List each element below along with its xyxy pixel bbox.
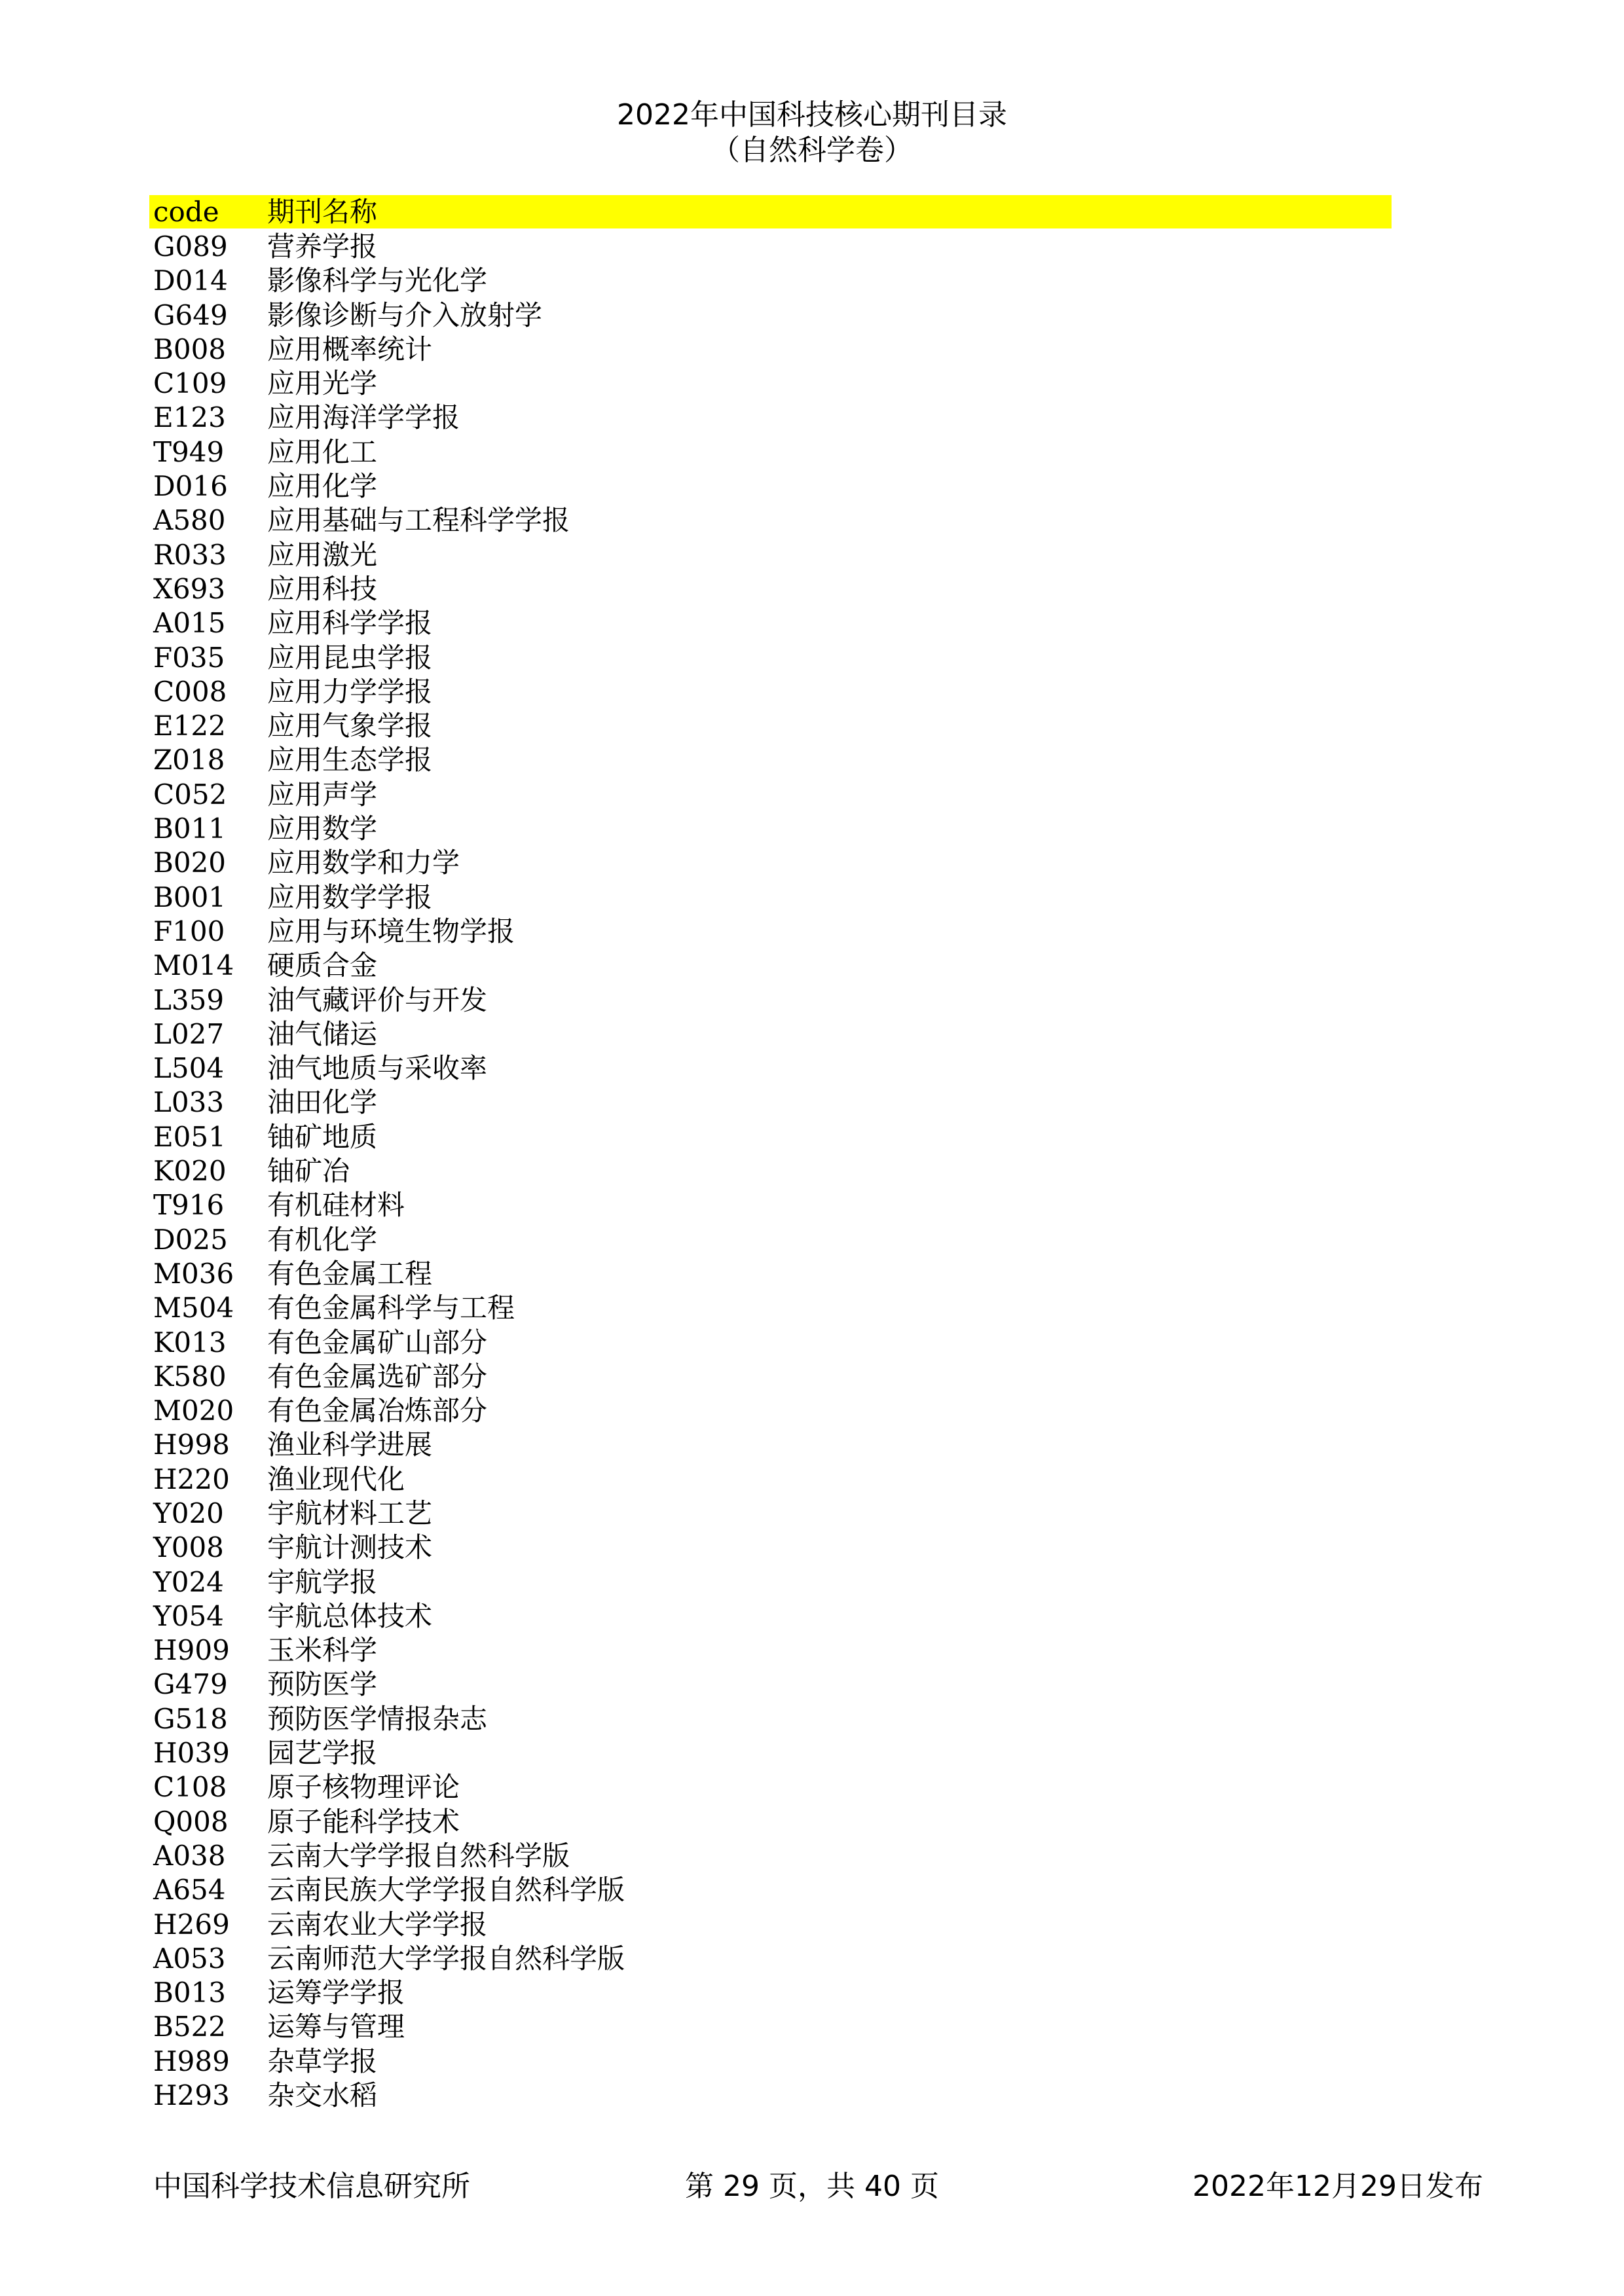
journal-code: M504 [153, 1292, 234, 1324]
journal-name: 应用化工 [267, 435, 378, 468]
table-row [149, 1017, 1392, 1051]
table-row [149, 983, 1392, 1017]
journal-name: 应用声学 [267, 778, 378, 811]
journal-name: 杂草学报 [267, 2045, 378, 2077]
table-row [149, 435, 1392, 469]
journal-name: 运筹学学报 [267, 1977, 405, 2009]
journal-name: 预防医学 [267, 1668, 378, 1701]
journal-name: 应用光学 [267, 367, 378, 400]
header-name: 期刊名称 [267, 196, 378, 228]
journal-code: H989 [153, 2045, 230, 2077]
journal-name: 宇航计测技术 [267, 1531, 433, 1564]
journal-name: 运筹与管理 [267, 2011, 405, 2043]
journal-code: G479 [153, 1668, 228, 1701]
journal-name: 应用与环境生物学报 [267, 915, 515, 947]
journal-code: D014 [153, 264, 228, 297]
journal-name: 原子核物理评论 [267, 1771, 460, 1804]
journal-name: 营养学报 [267, 230, 378, 263]
journal-code: D016 [153, 470, 228, 503]
journal-name: 应用力学学报 [267, 675, 433, 708]
journal-code: M020 [153, 1394, 234, 1427]
table-row [149, 1463, 1392, 1497]
table-row [149, 606, 1392, 640]
footer-date: 2022年12月29日发布 [1192, 2170, 1483, 2203]
table-row [149, 1291, 1392, 1325]
journal-code: H269 [153, 1908, 230, 1941]
journal-code: B008 [153, 333, 227, 365]
journal-code: L027 [153, 1017, 225, 1050]
journal-code: B011 [153, 812, 227, 845]
journal-name: 有色金属冶炼部分 [267, 1394, 488, 1427]
journal-code: A654 [153, 1874, 226, 1906]
journal-code: R033 [153, 538, 227, 571]
journal-name: 油气储运 [267, 1017, 378, 1050]
journal-code: E122 [153, 710, 226, 742]
table-row [149, 1531, 1392, 1565]
table-row [149, 949, 1392, 983]
journal-code: L359 [153, 983, 225, 1016]
journal-name: 铀矿冶 [267, 1155, 350, 1188]
journal-code: E051 [153, 1120, 226, 1153]
table-row [149, 1702, 1392, 1736]
journal-code: H039 [153, 1737, 230, 1770]
table-row [149, 1633, 1392, 1667]
table-row [149, 264, 1392, 298]
journal-name: 有机化学 [267, 1223, 378, 1256]
journal-code: C109 [153, 367, 227, 400]
journal-name: 影像诊断与介入放射学 [267, 299, 543, 331]
table-row [149, 1839, 1392, 1873]
table-row [149, 1497, 1392, 1531]
journal-name: 渔业现代化 [267, 1463, 405, 1495]
table-row [149, 2079, 1392, 2113]
journal-name: 云南农业大学学报 [267, 1908, 488, 1941]
journal-code: A580 [153, 504, 226, 537]
journal-code: L504 [153, 1052, 225, 1085]
journal-name: 云南民族大学学报自然科学版 [267, 1874, 625, 1906]
journal-name: 宇航总体技术 [267, 1599, 433, 1632]
journal-name: 应用激光 [267, 538, 378, 571]
table-row [149, 1394, 1392, 1428]
table-row [149, 333, 1392, 367]
journal-code: D025 [153, 1223, 228, 1256]
table-row [149, 367, 1392, 401]
journal-code: A053 [153, 1942, 226, 1975]
journal-code: M036 [153, 1257, 234, 1290]
journal-name: 云南大学学报自然科学版 [267, 1839, 570, 1872]
journal-code: C052 [153, 778, 227, 811]
table-row [149, 1667, 1392, 1702]
journal-code: B013 [153, 1977, 227, 2009]
table-row [149, 572, 1392, 606]
journal-code: Y020 [153, 1497, 224, 1529]
table-row [149, 1908, 1392, 1942]
document-title: 2022年中国科技核心期刊目录 [617, 98, 1007, 132]
journal-code: F100 [153, 915, 225, 947]
table-row [149, 230, 1392, 264]
table-row [149, 503, 1392, 538]
table-row [149, 1599, 1392, 1633]
journal-name: 油气地质与采收率 [267, 1052, 488, 1085]
journal-code: H998 [153, 1429, 230, 1461]
journal-code: B522 [153, 2011, 227, 2043]
journal-name: 云南师范大学学报自然科学版 [267, 1942, 625, 1975]
journal-code: H220 [153, 1463, 230, 1495]
journal-code: Y054 [153, 1599, 224, 1632]
table-row [149, 1085, 1392, 1120]
table-row [149, 1873, 1392, 1907]
table-row [149, 1565, 1392, 1599]
journal-name: 应用数学和力学 [267, 847, 460, 879]
table-row [149, 675, 1392, 709]
journal-name: 宇航学报 [267, 1565, 378, 1598]
journal-code: C008 [153, 675, 227, 708]
journal-name: 杂交水稻 [267, 2079, 378, 2112]
journal-code: T949 [153, 435, 225, 468]
table-row [149, 846, 1392, 880]
header-code: code [153, 196, 219, 228]
table-row [149, 1257, 1392, 1291]
journal-code: A015 [153, 607, 226, 640]
table-row [149, 469, 1392, 503]
journal-name: 有色金属科学与工程 [267, 1292, 515, 1324]
table-row [149, 1976, 1392, 2010]
journal-code: K580 [153, 1360, 227, 1393]
table-row [149, 1770, 1392, 1804]
table-row [149, 401, 1392, 435]
journal-code: E123 [153, 401, 226, 434]
journal-name: 有色金属工程 [267, 1257, 433, 1290]
table-row [149, 641, 1392, 675]
journal-name: 应用昆虫学报 [267, 641, 433, 674]
journal-name: 铀矿地质 [267, 1120, 378, 1153]
table-row [149, 2010, 1392, 2044]
journal-code: Y024 [153, 1565, 224, 1598]
journal-code: T916 [153, 1189, 225, 1222]
journal-name: 应用数学学报 [267, 881, 433, 913]
footer-publisher: 中国科学技术信息研究所 [153, 2170, 470, 2203]
journal-name: 有色金属选矿部分 [267, 1360, 488, 1393]
table-row [149, 915, 1392, 949]
journal-name: 应用生态学报 [267, 744, 433, 776]
journal-name: 应用海洋学学报 [267, 401, 460, 434]
journal-name: 渔业科学进展 [267, 1429, 433, 1461]
table-row [149, 1223, 1392, 1257]
table-row [149, 1051, 1392, 1085]
table-row [149, 1360, 1392, 1394]
table-row [149, 709, 1392, 743]
journal-code: B001 [153, 881, 227, 913]
table-row [149, 778, 1392, 812]
journal-code: B020 [153, 847, 227, 879]
table-row [149, 1120, 1392, 1154]
table-row [149, 743, 1392, 777]
journal-name: 应用概率统计 [267, 333, 433, 365]
journal-table [149, 230, 1392, 2113]
table-row [149, 1428, 1392, 1462]
journal-code: X693 [153, 572, 226, 605]
journal-name: 硬质合金 [267, 949, 378, 982]
journal-name: 应用基础与工程科学学报 [267, 504, 570, 537]
journal-code: H909 [153, 1634, 230, 1667]
journal-name: 应用气象学报 [267, 710, 433, 742]
journal-name: 油田化学 [267, 1086, 378, 1119]
journal-name: 应用科学学报 [267, 607, 433, 640]
table-row [149, 1326, 1392, 1360]
table-row [149, 1805, 1392, 1839]
table-row [149, 299, 1392, 333]
journal-name: 应用数学 [267, 812, 378, 845]
journal-code: A038 [153, 1839, 226, 1872]
journal-code: M014 [153, 949, 234, 982]
journal-code: G518 [153, 1702, 228, 1735]
table-row [149, 1154, 1392, 1188]
table-header [149, 195, 1392, 228]
journal-code: C108 [153, 1771, 227, 1804]
table-row [149, 812, 1392, 846]
journal-name: 宇航材料工艺 [267, 1497, 433, 1529]
journal-name: 玉米科学 [267, 1634, 378, 1667]
table-row [149, 538, 1392, 572]
journal-name: 原子能科学技术 [267, 1805, 460, 1838]
table-row [149, 1942, 1392, 1976]
journal-code: K013 [153, 1326, 227, 1358]
journal-code: Y008 [153, 1531, 224, 1564]
journal-code: K020 [153, 1155, 227, 1188]
table-row [149, 881, 1392, 915]
journal-name: 应用科技 [267, 572, 378, 605]
journal-name: 有机硅材料 [267, 1189, 405, 1222]
footer-page-number: 第 29 页，共 40 页 [685, 2170, 939, 2203]
journal-name: 预防医学情报杂志 [267, 1702, 488, 1735]
table-row [149, 2045, 1392, 2079]
journal-code: H293 [153, 2079, 230, 2112]
journal-name: 应用化学 [267, 470, 378, 503]
table-row [149, 1188, 1392, 1222]
journal-name: 园艺学报 [267, 1737, 378, 1770]
journal-code: G649 [153, 299, 228, 331]
journal-code: F035 [153, 641, 225, 674]
table-row [149, 1736, 1392, 1770]
journal-name: 有色金属矿山部分 [267, 1326, 488, 1358]
journal-code: L033 [153, 1086, 225, 1119]
journal-name: 影像科学与光化学 [267, 264, 488, 297]
journal-name: 油气藏评价与开发 [267, 983, 488, 1016]
document-subtitle: （自然科学卷） [711, 134, 913, 167]
journal-code: Q008 [153, 1805, 229, 1838]
journal-code: Z018 [153, 744, 225, 776]
journal-code: G089 [153, 230, 228, 263]
